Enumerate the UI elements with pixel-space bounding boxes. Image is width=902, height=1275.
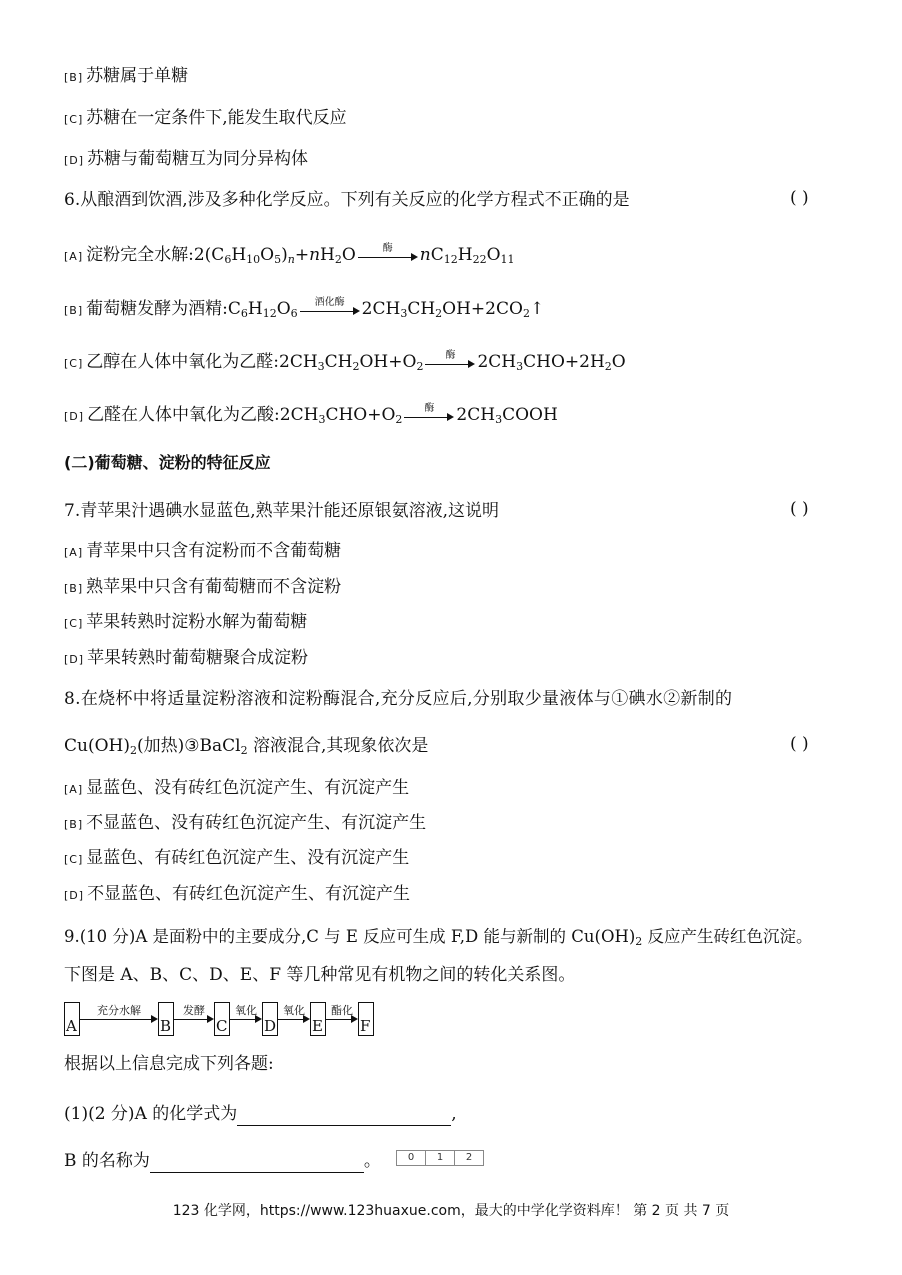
q6-answer-paren: ( ) [790, 188, 809, 208]
option-letter: [B] [64, 818, 84, 831]
page-footer: 123 化学网，https://www.123huaxue.com，最大的中学化学资料库！ 第 2 页 共 7 页 [172, 1203, 730, 1219]
q5-option-c [64, 106, 347, 132]
q8-answer-paren: ( ) [790, 734, 809, 754]
flow-node-a: A [64, 1002, 80, 1036]
q9-instructions: 根据以上信息完成下列各题: [64, 1054, 274, 1074]
option-text: 葡萄糖发酵为酒精: [86, 299, 228, 319]
flow-step-label: 氧化 [235, 1004, 257, 1017]
flow-step-label: 发酵 [183, 1004, 205, 1017]
option-text: 不显蓝色、有砖红色沉淀产生、有沉淀产生 [87, 884, 411, 904]
q7-option-a [64, 539, 341, 565]
option-letter: [A] [64, 250, 84, 263]
option-text: 苏糖属于单糖 [86, 66, 189, 86]
q9-stem-part: 反应产生砖红色沉淀。 [647, 927, 813, 946]
option-letter: [D] [64, 653, 85, 666]
q8-stem-part: (加热)③BaCl [136, 736, 241, 756]
flow-node-c: C [214, 1002, 230, 1036]
flow-node-b: B [158, 1002, 174, 1036]
flow-node-e: E [310, 1002, 326, 1036]
reaction-arrow [300, 296, 360, 317]
option-letter: [A] [64, 783, 84, 796]
q8-stem-part: 溶液混合,其现象依次是 [252, 736, 429, 756]
option-text: 苹果转熟时葡萄糖聚合成淀粉 [87, 648, 309, 668]
option-letter: [A] [64, 546, 84, 559]
q6-option-c: [C] 乙醇在人体中氧化为乙醛$:2CH_3CH_2OH+O_2$ 酶 $2CH_3CHO+2H_2O$ [64, 350, 626, 376]
flow-arrow-3 [230, 1000, 262, 1036]
part-prompt: B 的名称为 [64, 1151, 150, 1171]
option-text: 显蓝色、有砖红色沉淀产生、没有沉淀产生 [86, 848, 410, 868]
option-letter: [D] [64, 889, 85, 902]
option-letter: [B] [64, 582, 84, 595]
q9-stem-line1: 9.(10 分)A 是面粉中的主要成分,C 与 E 反应可生成 F,D 能与新制的 $Cu(OH)_2$ 反应产生砖红色沉淀。 [64, 927, 813, 948]
q7-answer-paren: ( ) [790, 499, 809, 519]
flow-arrow-2 [174, 1000, 214, 1036]
q9-stem-line2: 下图是 A、B、C、D、E、F 等几种常见有机物之间的转化关系图。 [64, 965, 576, 985]
q6-option-b: [B] 葡萄糖发酵为酒精$:C_6H_{12}O_6$ 酒化酶 $2CH_3CH_2OH+2CO_2↑$ [64, 297, 544, 323]
score-box[interactable]: 0 [396, 1150, 426, 1166]
option-text: 苏糖与葡萄糖互为同分异构体 [87, 149, 309, 169]
option-text: 显蓝色、没有砖红色沉淀产生、有沉淀产生 [86, 778, 410, 798]
score-box[interactable]: 2 [454, 1150, 484, 1166]
flow-arrow-4 [278, 1000, 310, 1036]
option-letter: [B] [64, 71, 84, 84]
reaction-arrow [358, 242, 418, 263]
q6-option-a: [A] 淀粉完全水解$:2(C_6H_{10}O_5)_n+nH_2O$ 酶 $nC_{12}H_{22}O_{11}$ [64, 243, 515, 269]
punct: , [451, 1104, 457, 1124]
flow-arrow-1 [80, 1000, 158, 1036]
score-box[interactable]: 1 [425, 1150, 455, 1166]
q7-option-c [64, 610, 307, 636]
flow-step-label: 氧化 [283, 1004, 305, 1017]
flow-step-label: 酯化 [331, 1004, 353, 1017]
q7-option-d [64, 646, 308, 672]
option-letter: [C] [64, 357, 84, 370]
option-text: 乙醛在人体中氧化为乙酸: [87, 405, 280, 425]
q9-stem-part: 9.(10 分)A 是面粉中的主要成分,C 与 E 反应可生成 F,D 能与新制的 Cu(OH) [64, 927, 636, 946]
q8-option-b [64, 811, 426, 837]
flow-node-f: F [358, 1002, 374, 1036]
q7-stem: 7.青苹果汁遇碘水显蓝色,熟苹果汁能还原银氨溶液,这说明 [64, 501, 500, 521]
score-boxes [396, 1150, 483, 1166]
option-text: 不显蓝色、没有砖红色沉淀产生、有沉淀产生 [86, 813, 427, 833]
answer-blank[interactable] [237, 1107, 451, 1126]
q8-option-a [64, 776, 409, 802]
q6-stem: 6.从酿酒到饮酒,涉及多种化学反应。下列有关反应的化学方程式不正确的是 [64, 190, 630, 210]
q8-stem-line1: 8.在烧杯中将适量淀粉溶液和淀粉酶混合,充分反应后,分别取少量液体与①碘水②新制的 [64, 689, 733, 709]
reaction-arrow [425, 349, 475, 370]
q6-option-d: [D] 乙醛在人体中氧化为乙酸$:2CH_3CHO+O_2$ 酶 $2CH_3COOH$ [64, 403, 558, 429]
option-text: 苹果转熟时淀粉水解为葡萄糖 [86, 612, 308, 632]
q8-option-d [64, 882, 410, 908]
q7-option-b [64, 575, 341, 601]
option-letter: [C] [64, 853, 84, 866]
flow-arrow-5 [326, 1000, 358, 1036]
option-text: 淀粉完全水解: [86, 245, 194, 265]
reaction-condition: 酶 [382, 242, 393, 254]
option-text: 青苹果中只含有淀粉而不含葡萄糖 [86, 541, 342, 561]
option-letter: [B] [64, 304, 84, 317]
conversion-flow-diagram [64, 1000, 374, 1036]
option-letter: [D] [64, 410, 85, 423]
flow-node-d: D [262, 1002, 278, 1036]
q9-part1 [64, 1102, 457, 1126]
q8-option-c [64, 846, 409, 872]
q5-option-d [64, 147, 308, 173]
reaction-condition: 酶 [424, 402, 435, 414]
section-heading: (二)葡萄糖、淀粉的特征反应 [64, 453, 271, 472]
flow-step-label: 充分水解 [97, 1004, 141, 1017]
part-prompt: (1)(2 分)A 的化学式为 [64, 1104, 238, 1124]
q8-stem-line2: $Cu(OH)_2$(加热)③BaCl$_2$ 溶液混合,其现象依次是 [64, 736, 429, 757]
option-text: 乙醇在人体中氧化为乙醛: [86, 352, 279, 372]
option-letter: [D] [64, 154, 85, 167]
option-text: 苏糖在一定条件下,能发生取代反应 [86, 108, 347, 128]
reaction-condition: 酒化酶 [314, 296, 345, 308]
reaction-condition: 酶 [445, 349, 456, 361]
option-letter: [C] [64, 113, 84, 126]
reaction-arrow [404, 402, 454, 423]
option-text: 熟苹果中只含有葡萄糖而不含淀粉 [86, 577, 342, 597]
answer-blank[interactable] [150, 1154, 364, 1173]
punct: 。 [363, 1151, 381, 1171]
option-letter: [C] [64, 617, 84, 630]
q9-part2 [64, 1149, 381, 1173]
q5-option-b [64, 64, 188, 90]
